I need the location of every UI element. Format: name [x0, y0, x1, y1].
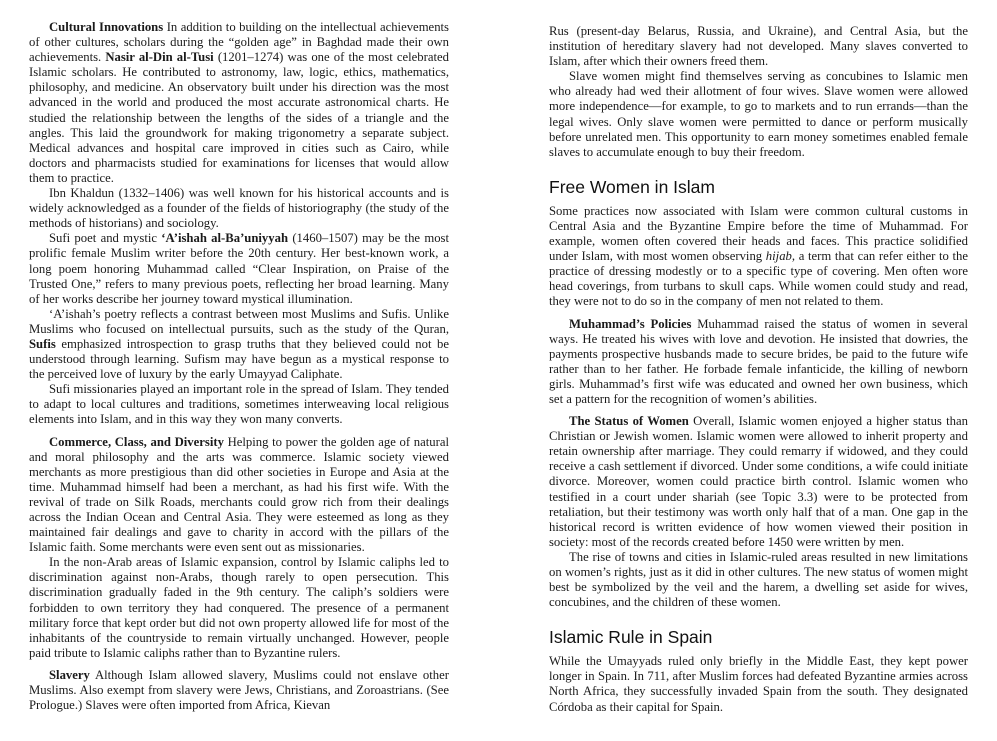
run-in-heading: Slavery [49, 667, 90, 682]
run-in-heading: Muhammad’s Policies [569, 316, 692, 331]
paragraph-non-arab-areas: In the non-Arab areas of Islamic expansion, control by Islamic caliphs led to discrimination against non-Arabs, though rarely to open persecution. This discrimination gradually faded in the 9th century. The caliph’s soldiers were forbidden to own territory they had conquered. The presence of a permanent military force that kept order but did not own property allowed life for most of the inhabitants of the countryside to remain virtually unchanged. However, people paid tribute to Islamic caliphs rather than to Byzantine rulers. [29, 555, 449, 660]
paragraph-slave-women: Slave women might find themselves serving as concubines to Islamic men who already had wed their allotment of four wives. Slave women were allowed more independence—for example, to go to markets and to run errands—than the legal wives. Only slave women were permitted to dance or perform musically before unrelated men. This opportunity to earn money sometimes enabled female slaves to accumulate enough to buy their freedom. [549, 69, 968, 159]
paragraph-cultural-innovations [29, 20, 449, 186]
key-term: hijab, [765, 249, 796, 264]
body-text: Muhammad raised the status of women in several ways. He treated his wives with love and devotion. He insisted that dowries, the payments prospective husbands made to secure brides, be paid to the future wife rather than to her father. He forbade female infanticide, the killing of newborn girls. Muhammad’s first wife was educated and owned her own business, which set a pattern for the recognition of women’s abilities. [549, 316, 968, 406]
body-text: emphasized introspection to grasp truths that they believed could not be understood through learning. Sufism may have begun as a mystical response to the perceived love of luxury by the early Umayyad Caliphate. [29, 336, 449, 382]
paragraph-status-of-women [549, 414, 968, 550]
body-text: Overall, Islamic women enjoyed a higher status than Christian or Jewish women. Islamic women were allowed to inherit property and retain ownership after marriage. They could remarry if widowed, and they could receive a cash settlement if divorced. Under some conditions, a wife could initiate divorce. Moreover, women could practice birth control. Islamic women who testified in a court under shariah (see Topic 3.3) were to be protected from retaliation, but their testimony was worth only half that of a man. One gap in the historical record is written evidence of how women viewed their position in society: most of the records created before 1450 were written by men. [549, 414, 968, 549]
body-text: Sufi poet and mystic [49, 231, 157, 246]
paragraph-umayyads-spain: While the Umayyads ruled only briefly in the Middle East, they kept power longer in Spain. In 711, after Muslim forces had defeated Byzantine armies across North Africa, they successfully invaded Spain from the south. They designated Córdoba as their capital for Spain. [549, 654, 968, 714]
key-term: Sufis [29, 336, 56, 351]
body-text: In addition to building on the intellectual achievements of other cultures, scholars during the “golden age” in Baghdad made their own achievements. [29, 20, 449, 65]
paragraph-ibn-khaldun: Ibn Khaldun (1332–1406) was well known for his historical accounts and is widely acknowledged as a founder of the fields of historiography (the study of the methods of historians) and sociology. [29, 186, 449, 231]
body-text: (1201–1274) was one of the most celebrated Islamic scholars. He contributed to astronomy, law, logic, ethics, mathematics, philosophy, and medicine. An observatory built under his direction was the most advanced in the world and produced the most accurate astronomical charts. He studied the relationship between the lengths of the sides of a triangle and the angles. This laid the groundwork for making trigonometry a separate subject. Medical advances and hospital care improved in cities such as Cairo, while doctors and pharmacists studied for examinations for licenses that would allow them to practice. [29, 50, 449, 185]
paragraph-slavery-continued: Rus (present-day Belarus, Russia, and Ukraine), and Central Asia, but the institution of hereditary slavery had not developed. Many slaves converted to Islam, after which their owners freed them. [549, 24, 968, 69]
paragraph-sufi-missionaries: Sufi missionaries played an important role in the spread of Islam. They tended to adapt to local cultures and traditions, sometimes interweaving local religious elements into Islam, and in this way they won many converts. [29, 382, 449, 427]
body-text: Although Islam allowed slavery, Muslims could not enslave other Muslims. Also exempt from slavery were Jews, Christians, and Zoroastrians. (See Prologue.) Slaves were often imported from Africa, Kievan [29, 667, 449, 713]
key-name: Nasir al-Din al-Tusi [105, 50, 214, 65]
run-in-heading: Commerce, Class, and Diversity [49, 434, 224, 449]
key-name: ‘A’ishah al-Ba’uniyyah [161, 231, 289, 246]
paragraph-sufis [29, 307, 449, 382]
run-in-heading: Cultural Innovations [49, 20, 164, 34]
right-column [549, 24, 968, 715]
paragraph-commerce [29, 435, 449, 556]
paragraph-towns-and-cities: The rise of towns and cities in Islamic-ruled areas resulted in new limitations on women’s rights, just as it did in other cultures. The new status of women might best be symbolized by the veil and the harem, a dwelling set aside for wives, concubines, and the children of these women. [549, 549, 968, 610]
paragraph-slavery [29, 668, 449, 713]
body-text: Some practices now associated with Islam were common cultural customs in Central Asia and the Byzantine Empire before the time of Muhammad. For example, women often covered their heads and faces. This practice solidified under Islam, with most women observing [549, 203, 968, 264]
body-text: Helping to power the golden age of natural and moral philosophy and the arts was commerce. Islamic society viewed merchants as more prestigious than did other societies in Europe and Asia at the time. Muhammad himself had been a merchant, as had his first wife. With the revival of trade on Silk Roads, merchants could grow rich from their dealings across the Indian Ocean and Central Asia. They were esteemed as long as they maintained fair dealings and gave to charity in accord with the pillars of the Islamic faith. Some merchants were even sent out as missionaries. [29, 434, 449, 555]
body-text: (1460–1507) may be the most prolific female Muslim writer before the 20th century. Her best-known work, a long poem honoring Muhammad called “Clear Inspiration, on Praise of the Trusted One,” refers to many previous poets, reflecting her broad learning. Many of her works describe her journey toward mystical illumination. [29, 231, 450, 306]
body-text: ‘A’ishah’s poetry reflects a contrast between most Muslims and Sufis. Unlike Muslims who focused on intellectual pursuits, such as the study of the Quran, [29, 306, 449, 336]
section-heading-free-women: Free Women in Islam [549, 176, 715, 197]
left-column [29, 20, 449, 713]
run-in-heading: The Status of Women [569, 414, 689, 429]
section-heading-islamic-rule-spain: Islamic Rule in Spain [549, 627, 713, 648]
body-text: a term that can refer either to the practice of dressing modestly or to a specific type of covering. Men often wore head coverings, from turbans to skull caps. While women could study and read, they were not to do so in the company of men not related to them. [549, 249, 968, 309]
paragraph-cultural-customs [549, 204, 968, 310]
paragraph-aishah [29, 231, 449, 306]
paragraph-muhammads-policies [549, 317, 968, 408]
